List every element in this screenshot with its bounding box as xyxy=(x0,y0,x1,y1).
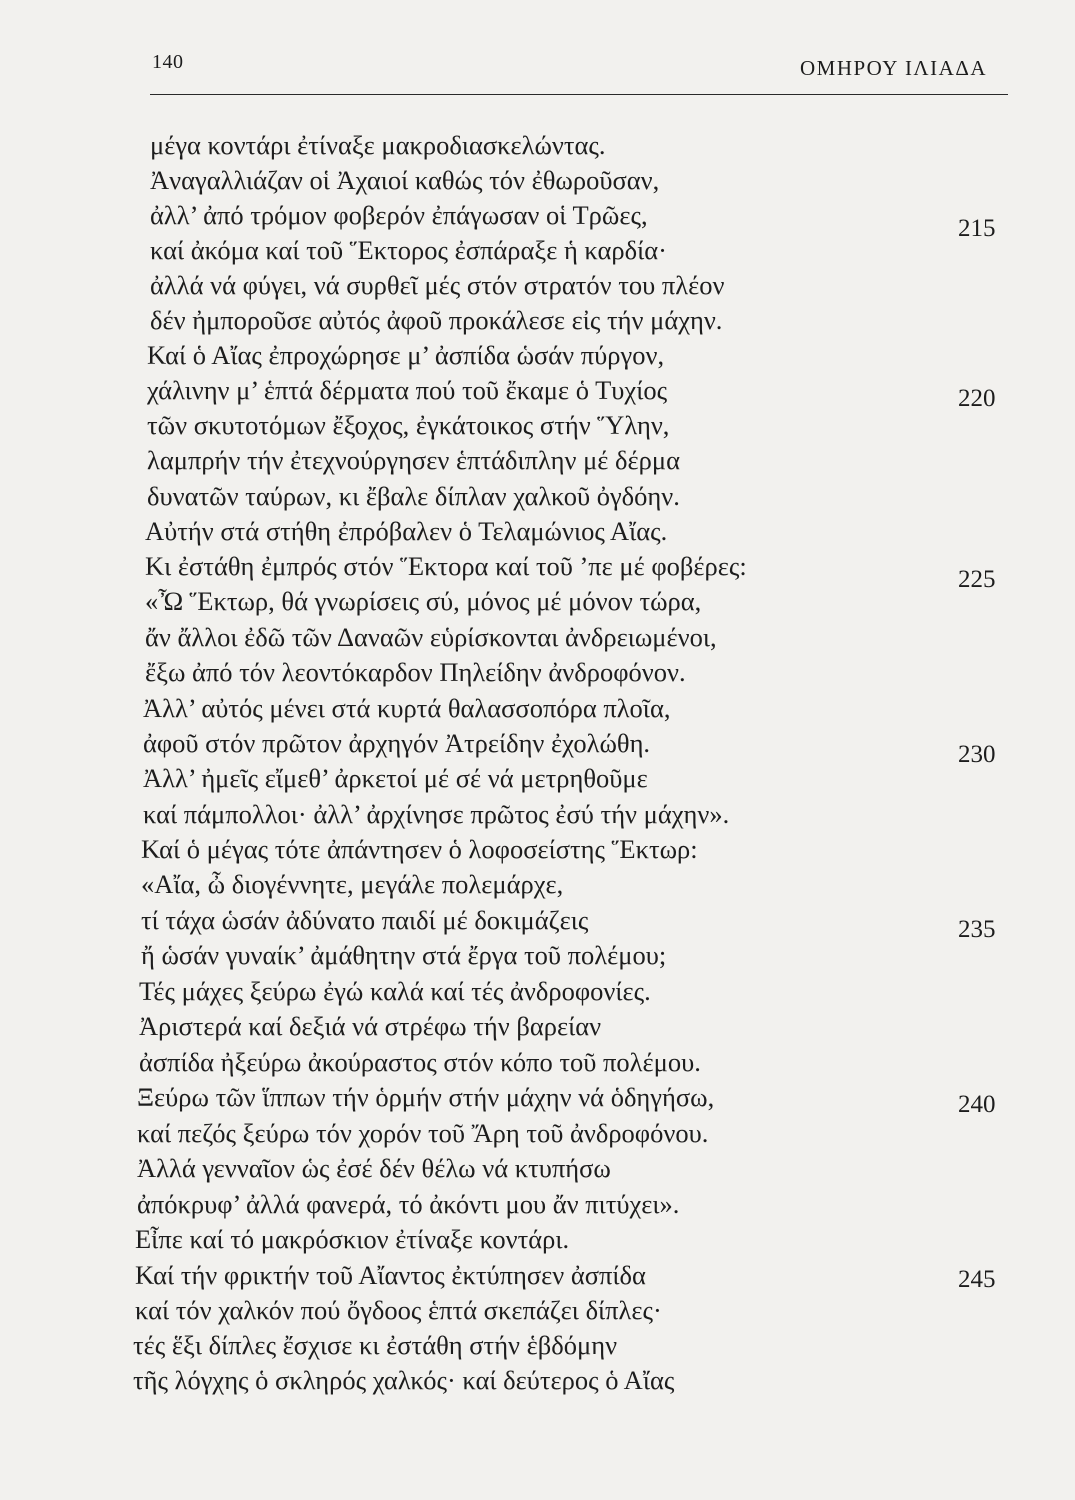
line-number: 230 xyxy=(958,741,996,768)
verse-text: τί τάχα ὡσάν ἀδύνατο παιδί μέ δοκιμάζεις xyxy=(141,905,589,935)
verse-line xyxy=(150,127,950,163)
verse-line xyxy=(145,654,945,690)
verse-text: ἀλλά νά φύγει, νά συρθεῖ μές στόν στρατόν του πλέον xyxy=(150,270,725,300)
verse-text: Κι ἐστάθη ἐμπρός στόν Ἕκτορα καί τοῦ ’πε μέ φοβέρες: xyxy=(145,551,747,581)
verse-line xyxy=(135,1257,935,1293)
verse-text: Ἀλλά γενναῖον ὡς ἐσέ δέν θέλω νά κτυπήσω xyxy=(137,1153,611,1183)
verse-text: τῶν σκυτοτόμων ἔξοχος, ἐγκάτοικος στήν Ὕλην, xyxy=(147,410,670,440)
verse-line xyxy=(143,760,943,796)
line-number: 240 xyxy=(958,1091,996,1118)
verse-line xyxy=(137,1150,937,1186)
verse-line xyxy=(135,1221,935,1257)
line-number: 225 xyxy=(958,566,996,593)
verse-line xyxy=(147,478,947,514)
verse-line xyxy=(150,162,950,198)
verse-text: ἀλλ’ ἀπό τρόμον φοβερόν ἐπάγωσαν οἱ Τρῶες, xyxy=(150,200,648,230)
verse-text: χάλινην μ’ ἑπτά δέρματα πού τοῦ ἔκαμε ὁ Τυχίος xyxy=(147,375,668,405)
verse-text: ἔξω ἀπό τόν λεοντόκαρδον Πηλείδην ἀνδροφόνον. xyxy=(145,657,686,687)
verse-line xyxy=(137,1115,937,1151)
verse-line xyxy=(133,1362,933,1398)
verse-text: «Αἴα, ὦ διογέννητε, μεγάλε πολεμάρχε, xyxy=(141,869,564,899)
verse-text: ἀπόκρυφ’ ἀλλά φανερά, τό ἀκόντι μου ἄν πιτύχει». xyxy=(137,1189,680,1219)
verse-text: τῆς λόγχης ὁ σκληρός χαλκός· καί δεύτερος ὁ Αἴας xyxy=(133,1365,675,1395)
line-number: 245 xyxy=(958,1266,996,1293)
verse-text: καί πεζός ξεύρω τόν χορόν τοῦ Ἄρη τοῦ ἀνδροφόνου. xyxy=(137,1118,709,1148)
verse-text: Αὐτήν στά στήθη ἐπρόβαλεν ὁ Τελαμώνιος Αἴας. xyxy=(145,516,668,546)
verse-line xyxy=(145,583,945,619)
verse-line xyxy=(150,197,950,233)
verse-text: ἄν ἄλλοι ἐδῶ τῶν Δαναῶν εὑρίσκονται ἀνδρειωμένοι, xyxy=(145,622,717,652)
verse-line xyxy=(139,1008,939,1044)
verse-line xyxy=(135,1292,935,1328)
verse-text: Ξεύρω τῶν ἵππων τήν ὁρμήν στήν μάχην νά ὁδηγήσω, xyxy=(137,1082,715,1112)
line-number: 215 xyxy=(958,215,996,242)
verse-text: καί ἀκόμα καί τοῦ Ἕκτορος ἐσπάραξε ἡ καρδία· xyxy=(150,235,667,265)
verse-text: καί τόν χαλκόν πού ὄγδοος ἑπτά σκεπάζει δίπλες· xyxy=(135,1295,662,1325)
verse-text: καί πάμπολλοι· ἀλλ’ ἀρχίνησε πρῶτος ἐσύ τήν μάχην». xyxy=(143,799,730,829)
page-number: 140 xyxy=(152,51,184,73)
verse-text: Ἀλλ’ ἠμεῖς εἴμεθ’ ἀρκετοί μέ σέ νά μετρηθοῦμε xyxy=(143,763,648,793)
verse-line xyxy=(147,442,947,478)
verse-text: Ἀριστερά καί δεξιά νά στρέφω τήν βαρείαν xyxy=(139,1011,602,1041)
verse-text: ἤ ὡσάν γυναίκ’ ἀμάθητην στά ἔργα τοῦ πολέμου; xyxy=(141,940,667,970)
verse-line xyxy=(143,690,943,726)
verse-text: δυνατῶν ταύρων, κι ἔβαλε δίπλαν χαλκοῦ ὀγδόην. xyxy=(147,481,680,511)
verse-line xyxy=(141,831,941,867)
verse-line xyxy=(143,796,943,832)
verse-line xyxy=(150,232,950,268)
verse-text: Καί ὁ μέγας τότε ἀπάντησεν ὁ λοφοσείστης Ἕκτωρ: xyxy=(141,834,698,864)
verse-line xyxy=(137,1186,937,1222)
verse-text: Καί ὁ Αἴας ἐπροχώρησε μ’ ἀσπίδα ὡσάν πύργον, xyxy=(147,340,665,370)
verse-line xyxy=(141,866,941,902)
verse-line xyxy=(143,725,943,761)
verse-text: Εἶπε καί τό μακρόσκιον ἐτίναξε κοντάρι. xyxy=(135,1224,570,1254)
verse-line xyxy=(145,619,945,655)
verse-line xyxy=(139,1044,939,1080)
verse-line xyxy=(145,513,945,549)
verse-text: τές ἕξι δίπλες ἔσχισε κι ἐστάθη στήν ἑβδόμην xyxy=(133,1330,618,1360)
verse-line xyxy=(147,337,947,373)
verse-text: «Ὦ Ἕκτωρ, θά γνωρίσεις σύ, μόνος μέ μόνον τώρα, xyxy=(145,586,702,616)
verse-line xyxy=(150,302,950,338)
verse-line xyxy=(141,902,941,938)
verse-text: μέγα κοντάρι ἐτίναξε μακροδιασκελώντας. xyxy=(150,130,606,160)
verse-text: Τές μάχες ξεύρω ἐγώ καλά καί τές ἀνδροφονίες. xyxy=(139,976,651,1006)
verse-text: ἀφοῦ στόν πρῶτον ἀρχηγόν Ἀτρείδην ἐχολώθη. xyxy=(143,728,651,758)
verse-line xyxy=(137,1079,937,1115)
verse-line xyxy=(147,372,947,408)
verse-text: ἀσπίδα ἠξεύρω ἀκούραστος στόν κόπο τοῦ πολέμου. xyxy=(139,1047,701,1077)
verse-line xyxy=(145,548,945,584)
verse-text: λαμπρήν τήν ἐτεχνούργησεν ἑπτάδιπλην μέ δέρμα xyxy=(147,445,680,475)
verse-line xyxy=(150,267,950,303)
verse-line xyxy=(133,1327,933,1363)
verse-text: Καί τήν φρικτήν τοῦ Αἴαντος ἐκτύπησεν ἀσπίδα xyxy=(135,1260,646,1290)
verse-text: δέν ἠμποροῦσε αὐτός ἀφοῦ προκάλεσε εἰς τήν μάχην. xyxy=(150,305,723,335)
verse-text: Ἀλλ’ αὐτός μένει στά κυρτά θαλασσοπόρα πλοῖα, xyxy=(143,693,671,723)
line-number: 235 xyxy=(958,916,996,943)
verse-line xyxy=(139,973,939,1009)
verse-line xyxy=(147,407,947,443)
line-number: 220 xyxy=(958,385,996,412)
verse-line xyxy=(141,937,941,973)
verse-text: Ἀναγαλλιάζαν οἱ Ἀχαιοί καθώς τόν ἐθωροῦσαν, xyxy=(150,165,660,195)
running-title: ΟΜΗΡΟΥ ΙΛΙΑΔΑ xyxy=(800,56,987,80)
